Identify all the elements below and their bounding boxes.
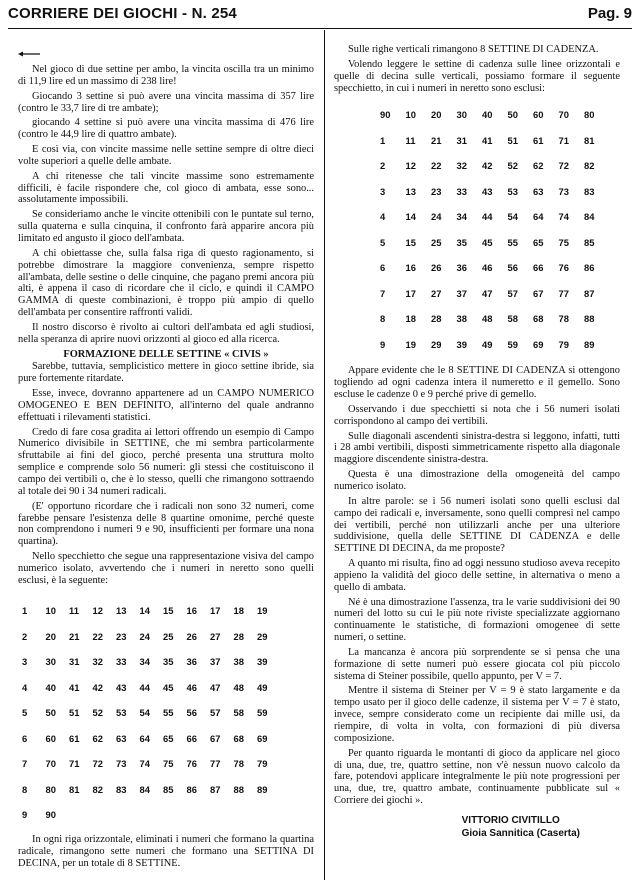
- table-cell: 36: [456, 262, 467, 274]
- table-cell: 28: [233, 630, 244, 642]
- paragraph: (E' opportuno ricordare che i radicali non sono 32 numeri, come farebbe pensare l'esistenza delle 8 quartine omonime, perché queste non comprendono i numeri 9 e 90, insufficienti per formare una nona quartina).: [18, 500, 314, 548]
- table-cell: 55: [507, 236, 518, 248]
- table-cell: 81: [584, 134, 595, 146]
- paragraph: Sulle righe verticali rimangono 8 SETTINE DI CADENZA.: [348, 44, 599, 55]
- table-cell: 6: [22, 732, 28, 744]
- table-row: [380, 179, 610, 205]
- table-cell: 67: [210, 732, 221, 744]
- table-cell: 78: [233, 758, 244, 770]
- paragraph: Se consideriamo anche le vincite ottenibili con le puntate sul terno, sulla quaterna e sulla cinquina, il confronto farà apparire ancora più limitato ed angusto il gioco dell'ambata.: [18, 209, 314, 244]
- table-cell: 19: [257, 605, 268, 617]
- table-cell: 27: [210, 630, 221, 642]
- table-cell: 69: [257, 732, 268, 744]
- table-row: [380, 306, 610, 332]
- table-cell: 13: [116, 605, 127, 617]
- table-cell: 56: [186, 707, 197, 719]
- table-cell: 43: [482, 185, 493, 197]
- paragraph: Nel gioco di due settine per ambo, la vincita oscilla tra un minimo di 11,9 lire ed un massimo di 238 lire!: [18, 64, 314, 87]
- table-cell: 74: [558, 211, 569, 223]
- table-cell: 68: [233, 732, 244, 744]
- table-cell: 50: [45, 707, 56, 719]
- paragraph: Sarebbe, tuttavia, semplicistico mettere in gioco settine ibride, sia pure fortemente ritardate.: [18, 361, 314, 385]
- table-row: [380, 153, 610, 179]
- table-cell: 8: [22, 783, 28, 795]
- table-cell: 58: [507, 313, 518, 325]
- table-row: [380, 204, 610, 230]
- table-cell: 38: [233, 656, 244, 668]
- table-row: [22, 726, 281, 752]
- table-cell: 13: [405, 185, 416, 197]
- table-cell: 57: [507, 287, 518, 299]
- table-cell: 80: [45, 783, 56, 795]
- table-cell: 47: [482, 287, 493, 299]
- table-row: [22, 777, 281, 803]
- table-row: [380, 281, 610, 307]
- table-cell: 44: [482, 211, 493, 223]
- table-cell: 76: [186, 758, 197, 770]
- table-cell: 33: [456, 185, 467, 197]
- table-cell: 46: [482, 262, 493, 274]
- table-cell: 6: [380, 262, 386, 274]
- table-cell: 16: [186, 605, 197, 617]
- table-cell: 24: [431, 211, 442, 223]
- table-cell: 35: [163, 656, 174, 668]
- table-cell: 75: [163, 758, 174, 770]
- table-cell: 51: [69, 707, 80, 719]
- table-cell: 39: [257, 656, 268, 668]
- table-cell: 3: [380, 185, 386, 197]
- table-cell: 37: [456, 287, 467, 299]
- table-cell: 63: [116, 732, 127, 744]
- table-cell: 87: [210, 783, 221, 795]
- table-cell: 12: [405, 160, 416, 172]
- table-cell: 80: [584, 109, 595, 121]
- table-cell: 65: [533, 236, 544, 248]
- table-cell: 42: [92, 681, 103, 693]
- table-cell: 28: [431, 313, 442, 325]
- table-cell: 42: [482, 160, 493, 172]
- table-cell: 18: [405, 313, 416, 325]
- table-row: [22, 650, 281, 676]
- table-cell: 61: [533, 134, 544, 146]
- table-cell: 40: [482, 109, 493, 121]
- table-cell: 88: [233, 783, 244, 795]
- table-cell: 20: [45, 630, 56, 642]
- table-cell: 43: [116, 681, 127, 693]
- table-cell: 30: [456, 109, 467, 121]
- paragraph: Né è una dimostrazione l'assenza, tra le varie suddivisioni dei 90 numeri del lotto su cui le più note riviste specializzate aggiornano continuamente le statistiche, di formazioni omogenee di sette numeri, o settine.: [334, 596, 620, 644]
- table-cell: 17: [405, 287, 416, 299]
- table-cell: 82: [92, 783, 103, 795]
- table-cell: 64: [533, 211, 544, 223]
- table-cell: 72: [558, 160, 569, 172]
- table-cell: 83: [116, 783, 127, 795]
- table-cell: 44: [139, 681, 150, 693]
- table-cell: 20: [431, 109, 442, 121]
- table-cell: 45: [163, 681, 174, 693]
- paragraph: La mancanza è ancora più sorprendente se si pensa che una formazione di sette numeri può essere giocata col più piccolo sistema di Steiner possibile, quello appunto, per V = 7.: [334, 646, 620, 682]
- table-cell: 61: [69, 732, 80, 744]
- table-cell: 55: [163, 707, 174, 719]
- table-cell: 2: [22, 630, 28, 642]
- table-cell: 57: [210, 707, 221, 719]
- table-cell: 10: [405, 109, 416, 121]
- author-location: Gioia Sannitica (Caserta): [461, 827, 580, 839]
- left-column: [18, 42, 314, 873]
- table-cell: 63: [533, 185, 544, 197]
- table-cell: 5: [380, 236, 386, 248]
- table-cell: 26: [186, 630, 197, 642]
- table-row: [22, 675, 281, 701]
- table-cell: 23: [431, 185, 442, 197]
- table-cell: 82: [584, 160, 595, 172]
- table-cell: 36: [186, 656, 197, 668]
- table-row: [380, 128, 610, 154]
- table-cell: 34: [139, 656, 150, 668]
- table-cell: 22: [92, 630, 103, 642]
- table-cell: 1: [380, 134, 386, 146]
- table-cell: 77: [558, 287, 569, 299]
- table-row: [22, 752, 281, 778]
- table-cell: 62: [92, 732, 103, 744]
- table-cell: 16: [405, 262, 416, 274]
- table-row: [22, 803, 281, 829]
- table-cell: 60: [533, 109, 544, 121]
- table-cell: 32: [92, 656, 103, 668]
- table-cell: 56: [507, 262, 518, 274]
- table-cell: 66: [533, 262, 544, 274]
- table-cell: 29: [431, 338, 442, 350]
- table-cell: 59: [257, 707, 268, 719]
- table-row: [22, 599, 281, 625]
- table-cell: 11: [69, 605, 79, 617]
- table-cell: 90: [45, 809, 56, 821]
- table-cell: 79: [257, 758, 268, 770]
- table-cell: 11: [405, 134, 416, 146]
- page-header: [8, 3, 632, 25]
- table-cell: 33: [116, 656, 127, 668]
- table-cell: 81: [69, 783, 80, 795]
- table-cell: 52: [92, 707, 103, 719]
- table-cell: 3: [22, 656, 28, 668]
- paragraph: A quanto mi risulta, fino ad oggi nessuno studioso aveva recepito appieno la validità del gioco delle settine, in alternativa o meno a quello di ambata.: [334, 558, 620, 593]
- paragraph: Sulle diagonali ascendenti sinistra-destra si leggono, infatti, tutti i 28 ambi vertibili, disposti simmetricamente rispetto alla diagonale maggiore discendente sinistra-destra.: [334, 430, 620, 466]
- number-table-decine: [22, 599, 281, 829]
- table-cell: 45: [482, 236, 493, 248]
- table-cell: 46: [186, 681, 197, 693]
- paragraph: Esse, invece, dovranno appartenere ad un CAMPO NUMERICO OMOGENEO E BEN DEFINITO, all'interno del quale andranno effettuati i rilevamenti statistici.: [18, 388, 314, 423]
- table-cell: 40: [45, 681, 56, 693]
- table-cell: 23: [116, 630, 127, 642]
- table-cell: 24: [139, 630, 150, 642]
- number-table-cadenze: [380, 102, 610, 357]
- table-cell: 8: [380, 313, 386, 325]
- table-cell: 41: [69, 681, 80, 693]
- table-cell: 15: [405, 236, 416, 248]
- table-cell: 83: [584, 185, 595, 197]
- table-cell: 85: [584, 236, 595, 248]
- table-cell: 54: [507, 211, 518, 223]
- table-cell: 2: [380, 160, 386, 172]
- table-cell: 89: [257, 783, 268, 795]
- paragraph: Volendo leggere le settine di cadenza sulle linee orizzontali e quelle di decina sulle verticali, possiamo formare il seguente specchietto, in cui i numeri in neretto sono esclusi:: [334, 58, 620, 94]
- table-row: [380, 332, 610, 358]
- table-cell: 71: [558, 134, 569, 146]
- paragraph: Il nostro discorso è rivolto ai cultori dell'ambata ed agli studiosi, nella speranza di aprire nuovi orizzonti al gioco ed alla ricerca.: [18, 321, 314, 345]
- table-cell: 86: [584, 262, 595, 274]
- table-cell: 5: [22, 707, 28, 719]
- table-cell: 60: [45, 732, 56, 744]
- table-cell: 90: [380, 109, 391, 121]
- table-cell: 52: [507, 160, 518, 172]
- table-cell: 48: [482, 313, 493, 325]
- table-cell: 9: [380, 338, 386, 350]
- table-cell: 79: [558, 338, 569, 350]
- table-cell: 4: [380, 211, 386, 223]
- paragraph: Osservando i due specchietti si nota che i 56 numeri isolati corrispondono al campo dei vertibili.: [334, 403, 620, 427]
- table-cell: 1: [22, 605, 28, 617]
- table-row: [380, 255, 610, 281]
- table-cell: 53: [507, 185, 518, 197]
- table-cell: 35: [456, 236, 467, 248]
- table-cell: 73: [116, 758, 127, 770]
- paragraph: Giocando 3 settine si può avere una vincita massima di 357 lire (contro le 33,7 lire di tre ambate);: [18, 90, 314, 114]
- table-cell: 59: [507, 338, 518, 350]
- table-cell: 54: [139, 707, 150, 719]
- paragraph: A chi obiettasse che, sulla falsa riga di questo ragionamento, si potrebbe dimostrare la maggiore convenienza, sempre rispetto all'ambata, delle sestine o delle cinquine, che pagano premi ancora più alti, è appena il caso di ricordare che il ciclo, e quindi il CAMPO GAMMA di queste combinazioni, è troppo più ampio di quello dell'ambata per consentire raffronti validi.: [18, 247, 314, 319]
- table-cell: 88: [584, 313, 595, 325]
- table-cell: 41: [482, 134, 493, 146]
- table-cell: 72: [92, 758, 103, 770]
- table-cell: 49: [257, 681, 268, 693]
- table-cell: 70: [45, 758, 56, 770]
- table-cell: 32: [456, 160, 467, 172]
- table-cell: 48: [233, 681, 244, 693]
- table-cell: 25: [163, 630, 174, 642]
- table-cell: 4: [22, 681, 28, 693]
- table-cell: 19: [405, 338, 416, 350]
- table-cell: 31: [69, 656, 80, 668]
- table-cell: 30: [45, 656, 56, 668]
- table-cell: 70: [558, 109, 569, 121]
- table-cell: 37: [210, 656, 221, 668]
- table-cell: 12: [92, 605, 103, 617]
- paragraph: E così via, con vincite massime nelle settine sempre di oltre dieci volte superiori a quelle delle ambate.: [18, 144, 314, 167]
- table-cell: 75: [558, 236, 569, 248]
- table-cell: 10: [45, 605, 56, 617]
- paragraph: Credo di fare cosa gradita ai lettori offrendo un esempio di Campo Numerico divisibile in SETTINE, che mi sembra particolarmente sfruttabile ai fini del gioco, perché presenta una struttura molto semplice e comprende solo 56 numeri: gli stessi che costituiscono il campo dei vertibili o, che è lo stesso, quelli che rimangono sottraendo al totale dei 90 i 34 numeri radicali.: [18, 426, 314, 497]
- table-cell: 62: [533, 160, 544, 172]
- table-cell: 21: [431, 134, 442, 146]
- signature-block: [334, 814, 620, 840]
- paragraph: Per quanto riguarda le montanti di gioco da applicare nel gioco di una, due, tre, quattro settine, non v'è nessun nuovo calcolo da fare, potendovi applicare integralmente le più note progressioni per una, due, tre, quattro ambate, continuamente pubblicate sul « Corriere dei giochi ».: [334, 747, 620, 807]
- table-cell: 73: [558, 185, 569, 197]
- table-cell: 66: [186, 732, 197, 744]
- table-cell: 77: [210, 758, 221, 770]
- paragraph: In altre parole: se i 56 numeri isolati sono quelli esclusi dal campo dei radicali e, inversamente, sono quelli compresi nel campo dei vertibili, perché non utilizzarli anche per una ulteriore suddivisione, quella delle SETTINE DI CADENZA e delle SETTINE DI DECINA, da me proposte?: [334, 495, 620, 555]
- paragraph: A chi ritenesse che tali vincite massime sono estremamente difficili, è facile rispondere che, col gioco di ambata, esse sono... assolutamente impossibili.: [18, 170, 314, 206]
- table-cell: 86: [186, 783, 197, 795]
- table-cell: 14: [405, 211, 416, 223]
- table-row: [22, 701, 281, 727]
- table-cell: 68: [533, 313, 544, 325]
- table-cell: 87: [584, 287, 595, 299]
- table-cell: 85: [163, 783, 174, 795]
- table-cell: 9: [22, 809, 28, 821]
- table-cell: 76: [558, 262, 569, 274]
- table-cell: 21: [69, 630, 80, 642]
- table-cell: 71: [69, 758, 80, 770]
- table-row: [380, 230, 610, 256]
- table-cell: 64: [139, 732, 150, 744]
- paragraph: Appare evidente che le 8 SETTINE DI CADENZA si ottengono togliendo ad ogni cadenza intera il numeretto e il gemello. Sono escluse le cadenze 0 e 9 perché prive di gemello.: [334, 365, 620, 401]
- table-cell: 7: [22, 758, 28, 770]
- publication-title: CORRIERE DEI GIOCHI - N. 254: [8, 5, 237, 22]
- section-heading: FORMAZIONE DELLE SETTINE « CIVIS »: [63, 348, 269, 360]
- table-cell: 7: [380, 287, 386, 299]
- table-cell: 22: [431, 160, 442, 172]
- table-cell: 47: [210, 681, 221, 693]
- table-cell: 14: [139, 605, 150, 617]
- table-cell: 17: [210, 605, 221, 617]
- page-number: Pag. 9: [587, 5, 632, 22]
- table-cell: 38: [456, 313, 467, 325]
- table-cell: 50: [507, 109, 518, 121]
- paragraph: In ogni riga orizzontale, eliminati i numeri che formano la quartina radicale, rimangono sette numeri che formano una SETTINA DI DECINA, per un totale di 8 SETTINE.: [18, 834, 314, 869]
- table-cell: 25: [431, 236, 442, 248]
- header-rule: [8, 28, 632, 29]
- table-cell: 58: [233, 707, 244, 719]
- right-column: [334, 44, 620, 840]
- table-cell: 78: [558, 313, 569, 325]
- column-divider: [324, 30, 325, 880]
- table-cell: 53: [116, 707, 127, 719]
- paragraph: Nello specchietto che segue una rappresentazione visiva del campo numerico isolato, avvertendo che i numeri in neretto sono quelli esclusi, è la seguente:: [18, 551, 314, 586]
- table-cell: 39: [456, 338, 467, 350]
- table-row: [380, 102, 610, 128]
- table-cell: 89: [584, 338, 595, 350]
- table-row: [22, 624, 281, 650]
- table-cell: 15: [163, 605, 174, 617]
- table-cell: 49: [482, 338, 493, 350]
- table-cell: 29: [257, 630, 268, 642]
- table-cell: 27: [431, 287, 442, 299]
- table-cell: 65: [163, 732, 174, 744]
- table-cell: 69: [533, 338, 544, 350]
- paragraph: Questa è una dimostrazione della omogeneità del campo numerico isolato.: [334, 469, 620, 492]
- table-cell: 31: [456, 134, 467, 146]
- table-cell: 67: [533, 287, 544, 299]
- table-cell: 34: [456, 211, 467, 223]
- table-cell: 74: [139, 758, 150, 770]
- table-cell: 84: [139, 783, 150, 795]
- table-cell: 51: [507, 134, 518, 146]
- table-cell: 84: [584, 211, 595, 223]
- paragraph: Mentre il sistema di Steiner per V = 9 è stato largamente e da tempo usato per il gioco delle cadenze, il sistema per V = 7 è stato, invece, sempre considerato come un recipiente dai mille usi, da riempire, di volta in volta, con formazioni di più diversa composizione.: [334, 685, 620, 744]
- table-cell: 18: [233, 605, 244, 617]
- paragraph: giocando 4 settine si può avere una vincita massima di 476 lire (contro le 44,9 lire di quattro ambate).: [18, 117, 314, 141]
- author-name: VITTORIO CIVITILLO: [461, 814, 560, 826]
- table-cell: 26: [431, 262, 442, 274]
